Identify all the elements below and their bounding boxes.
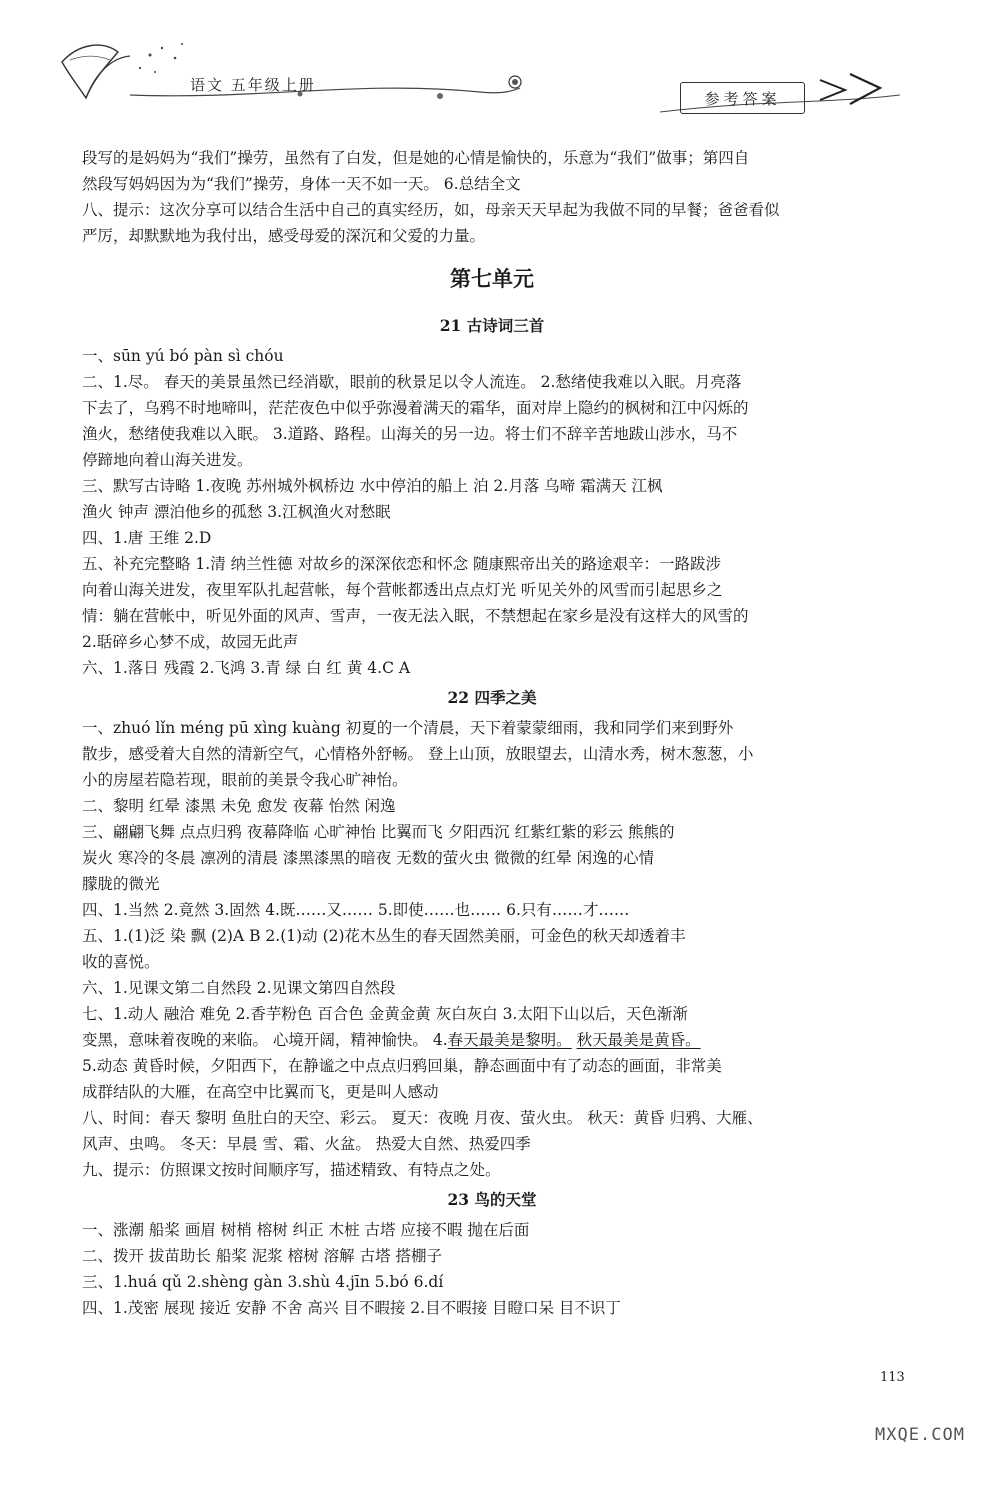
book-title: 语文 五年级上册 [190, 76, 316, 94]
answer-line: 五、1.(1)泛 染 飘 (2)A B 2.(1)动 (2)花木丛生的春天固然美丽，可金色的秋天却透着丰 [82, 927, 686, 945]
answer-line: 2.聒碎乡心梦不成，故园无此声 [82, 633, 299, 651]
answer-line: 朦胧的微光 [82, 875, 160, 893]
answer-line: 下去了，乌鸦不时地啼叫，茫茫夜色中似乎弥漫着满天的霜华，面对岸上隐约的枫树和江中闪烁的 [82, 399, 749, 417]
section-badge: 参考答案 [680, 82, 805, 114]
answer-line: 小的房屋若隐若现，眼前的美景令我心旷神怡。 [82, 771, 408, 789]
lesson-title: 21 古诗词三首 [439, 316, 545, 335]
underlined-answer: 春天最美是黎明。 [447, 1031, 572, 1049]
unit-title: 第七单元 [450, 267, 534, 291]
answer-content [82, 145, 902, 1321]
answer-text: 变黑，意味着夜晚的来临。 心境开阔，精神愉快。 4. [82, 1031, 448, 1049]
answer-line: 三、1.huá qǔ 2.shèng gàn 3.shù 4.jīn 5.bó 6.dí [82, 1273, 444, 1291]
underlined-answer: 秋天最美是黄昏。 [576, 1031, 701, 1049]
answer-line: 三、翩翩飞舞 点点归鸦 夜幕降临 心旷神怡 比翼而飞 夕阳西沉 红紫红紫的彩云 熊熊的 [82, 823, 675, 841]
page-footer [840, 1370, 1000, 1511]
answer-line: 炭火 寒冷的冬晨 凛冽的清晨 漆黑漆黑的暗夜 无数的萤火虫 微微的红晕 闲逸的心情 [82, 849, 655, 867]
answer-line: 严厉，却默默地为我付出，感受母爱的深沉和父爱的力量。 [82, 227, 486, 245]
answer-line: 成群结队的大雁，在高空中比翼而飞，更是叫人感动 [82, 1083, 439, 1101]
answer-line: 四、1.唐 王维 2.D [82, 529, 212, 547]
lesson-title: 23 鸟的天堂 [447, 1190, 537, 1209]
answer-line: 一、sūn yú bó pàn sì chóu [82, 347, 284, 365]
answer-line: 二、拨开 拔苗助长 船桨 泥浆 榕树 溶解 古塔 搭棚子 [82, 1247, 442, 1265]
answer-line: 5.动态 黄昏时候，夕阳西下，在静谧之中点点归鸦回巢，静态画面中有了动态的画面，非常美 [82, 1057, 722, 1075]
lesson-title: 22 四季之美 [447, 688, 537, 707]
answer-line: 六、1.见课文第二自然段 2.见课文第四自然段 [82, 979, 396, 997]
answer-line: 停蹄地向着山海关进发。 [82, 451, 253, 469]
answer-line: 三、默写古诗略 1.夜晚 苏州城外枫桥边 水中停泊的船上 泊 2.月落 乌啼 霜满天 江枫 [82, 477, 663, 495]
answer-line: 二、1.尽。 春天的美景虽然已经消歇，眼前的秋景足以令人流连。 2.愁绪使我难以入眠。月亮落 [82, 373, 742, 391]
answer-line: 八、提示：这次分享可以结合生活中自己的真实经历，如，母亲天天早起为我做不同的早餐；爸爸看似 [82, 201, 780, 219]
butterfly-ornament-icon [0, 0, 1000, 130]
answer-line: 四、1.茂密 展现 接近 安静 不舍 高兴 目不暇接 2.目不暇接 目瞪口呆 目不识丁 [82, 1299, 621, 1317]
page-number: 113 [880, 1370, 905, 1385]
answer-line: 散步，感受着大自然的清新空气，心情格外舒畅。 登上山顶，放眼望去，山清水秀，树木葱葱，小 [82, 745, 754, 763]
answer-line: 七、1.动人 融洽 难免 2.香芋粉色 百合色 金黄金黄 灰白灰白 3.太阳下山以后，天色渐渐 [82, 1005, 688, 1023]
answer-line: 渔火 钟声 漂泊他乡的孤愁 3.江枫渔火对愁眠 [82, 503, 391, 521]
answer-line: 风声、虫鸣。 冬天：早晨 雪、霜、火盆。 热爱大自然、热爱四季 [82, 1135, 531, 1153]
answer-line: 段写的是妈妈为“我们”操劳，虽然有了白发，但是她的心情是愉快的，乐意为“我们”做事；第四自 [82, 149, 750, 167]
answer-line: 六、1.落日 残霞 2.飞鸿 3.青 绿 白 红 黄 4.C A [82, 659, 411, 677]
answer-line: 一、zhuó lǐn méng pū xìng kuàng 初夏的一个清晨，天下着蒙蒙细雨，我和同学们来到野外 [82, 719, 734, 737]
answer-line: 然段写妈妈因为为“我们”操劳，身体一天不如一天。 6.总结全文 [82, 175, 521, 193]
answer-line: 二、黎明 红晕 漆黑 未免 愈发 夜幕 怡然 闲逸 [82, 797, 396, 815]
answer-line [82, 1027, 902, 1053]
answer-line: 渔火，愁绪使我难以入眠。 3.道路、路程。山海关的另一边。将士们不辞辛苦地跋山涉水，马不 [82, 425, 738, 443]
answer-line: 九、提示：仿照课文按时间顺序写，描述精致、有特点之处。 [82, 1161, 501, 1179]
answer-line: 一、涨潮 船桨 画眉 树梢 榕树 纠正 木桩 古塔 应接不暇 抛在后面 [82, 1221, 530, 1239]
answer-line: 四、1.当然 2.竟然 3.固然 4.既……又…… 5.即使……也…… 6.只有……才…… [82, 901, 630, 919]
watermark-text: MXQE.COM [875, 1425, 965, 1445]
answer-line: 向着山海关进发，夜里军队扎起营帐，每个营帐都透出点点灯光 听见关外的风雪而引起思乡之 [82, 581, 723, 599]
answer-line: 情：躺在营帐中，听见外面的风声、雪声，一夜无法入眠，不禁想起在家乡是没有这样大的风雪的 [82, 607, 749, 625]
answer-line: 收的喜悦。 [82, 953, 160, 971]
answer-line: 八、时间：春天 黎明 鱼肚白的天空、彩云。 夏天：夜晚 月夜、萤火虫。 秋天：黄昏 归鸦、大雁、 [82, 1109, 763, 1127]
page-header [0, 0, 1000, 130]
answer-line: 五、补充完整略 1.清 纳兰性德 对故乡的深深依恋和怀念 随康熙帝出关的路途艰辛：一路跋涉 [82, 555, 721, 573]
